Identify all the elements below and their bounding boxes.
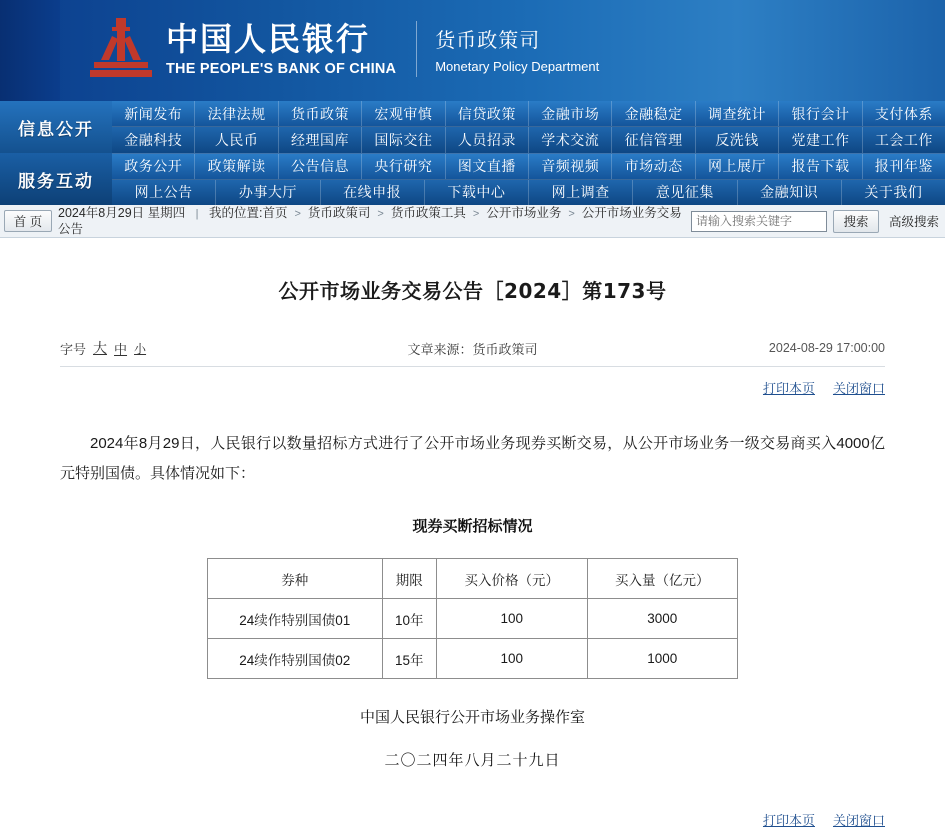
- table-header-bond-type: 券种: [208, 559, 383, 599]
- site-header-banner: [0, 0, 945, 101]
- article-tools-top: [60, 367, 885, 397]
- breadcrumb-bar: [0, 205, 945, 238]
- breadcrumb-divider: |: [195, 207, 199, 220]
- table-header-purchase-volume: 买入量（亿元）: [587, 559, 737, 599]
- table-row: [208, 599, 738, 639]
- close-window-link-bottom[interactable]: 关闭窗口: [832, 813, 885, 828]
- bank-name-en: THE PEOPLE'S BANK OF CHINA: [166, 60, 397, 77]
- article-meta: [60, 338, 885, 367]
- home-button[interactable]: 首 页: [4, 210, 52, 232]
- nav-row-4: [112, 179, 945, 205]
- page-title: 公开市场业务交易公告［2024］第173号: [278, 279, 667, 303]
- header-brand: [88, 14, 599, 84]
- nav-item-report-download[interactable]: 报告下载: [779, 154, 862, 179]
- table-header-term: 期限: [382, 559, 437, 599]
- breadcrumb-sep-3: >: [472, 207, 480, 220]
- advanced-search-link[interactable]: 高级搜索: [888, 215, 939, 229]
- nav-item-announcements[interactable]: 公告信息: [279, 154, 362, 179]
- nav-item-trade-union[interactable]: 工会工作: [874, 131, 933, 148]
- article-paragraph: 2024年8月29日，人民银行以数量招标方式进行了公开市场业务现券买断交易，从公开市场业务一级交易商买入4000亿元特别国债。具体情况如下：: [60, 435, 885, 482]
- breadcrumb-link-current[interactable]: 公开市场业务交易公告: [58, 205, 682, 236]
- font-size-small[interactable]: 小: [134, 341, 147, 356]
- nav-item-gov-affairs[interactable]: 政务公开: [112, 154, 195, 179]
- article-datetime: 2024-08-29 17:00:00: [768, 341, 885, 355]
- nav-item-online-survey[interactable]: 网上调查: [529, 180, 633, 205]
- nav-item-download-center[interactable]: 下载中心: [425, 180, 529, 205]
- nav-item-payment-system[interactable]: 支付体系: [874, 105, 933, 122]
- font-size-large[interactable]: 大: [93, 340, 108, 356]
- nav-item-opinion-collection[interactable]: 意见征集: [633, 180, 737, 205]
- cell-price: 100: [437, 639, 587, 679]
- bank-name-cn: 中国人民银行: [166, 20, 371, 59]
- department-name-cn: 货币政策司: [435, 30, 541, 52]
- department-name-en: Monetary Policy Department: [435, 59, 600, 74]
- nav-category-service-interaction[interactable]: 服务互动: [0, 153, 112, 205]
- cell-bond-type: 24续作特别国债01: [208, 599, 383, 639]
- cell-price: 100: [437, 599, 587, 639]
- article-tools-bottom: [60, 770, 885, 835]
- breadcrumb-link-home[interactable]: 首页: [262, 205, 288, 220]
- nav-item-audio-video[interactable]: 音频视频: [529, 154, 612, 179]
- nav-item-credit-policy[interactable]: 信贷政策: [446, 101, 529, 126]
- cell-volume: 1000: [587, 639, 737, 679]
- nav-item-international[interactable]: 国际交往: [362, 127, 445, 152]
- header-divider: [416, 21, 417, 77]
- breadcrumb-sep-1: >: [294, 207, 301, 220]
- pboc-emblem-icon: [88, 14, 154, 84]
- nav-category-info-disclosure[interactable]: 信息公开: [0, 101, 112, 153]
- table-caption: 现券买断招标情况: [412, 518, 533, 535]
- nav-row-3: [112, 153, 945, 179]
- breadcrumb-sep-4: >: [568, 207, 575, 220]
- nav-item-financial-knowledge[interactable]: 金融知识: [738, 180, 842, 205]
- nav-item-survey-statistics[interactable]: 调查统计: [696, 101, 779, 126]
- search-input[interactable]: [691, 211, 827, 232]
- main-navigation: [0, 101, 945, 205]
- bank-name-block: [166, 21, 396, 77]
- breadcrumb-sep-2: >: [377, 207, 384, 220]
- search-area: [691, 210, 939, 233]
- breadcrumb-link-mpd[interactable]: 货币政策司: [307, 205, 371, 220]
- nav-item-anti-money-laundering[interactable]: 反洗钱: [696, 127, 779, 152]
- breadcrumb: [58, 206, 691, 237]
- font-size-medium[interactable]: 中: [114, 341, 128, 357]
- cell-term: 10年: [382, 599, 437, 639]
- nav-item-central-bank-research[interactable]: 央行研究: [362, 154, 445, 179]
- nav-item-recruitment[interactable]: 人员招录: [446, 127, 529, 152]
- nav-item-monetary-policy[interactable]: 货币政策: [279, 101, 362, 126]
- print-page-link-top[interactable]: 打印本页: [762, 381, 815, 396]
- department-block: [435, 24, 599, 74]
- nav-item-financial-market[interactable]: 金融市场: [529, 101, 612, 126]
- nav-category-column: [0, 101, 112, 205]
- nav-item-news[interactable]: 新闻发布: [112, 101, 195, 126]
- nav-row-2: [112, 126, 945, 152]
- table-header-row: [208, 559, 738, 599]
- font-size-label: 字号: [60, 341, 87, 357]
- nav-item-online-declaration[interactable]: 在线申报: [321, 180, 425, 205]
- nav-item-live-stream[interactable]: 图文直播: [446, 154, 529, 179]
- nav-item-financial-stability[interactable]: 金融稳定: [612, 101, 695, 126]
- breadcrumb-location-label: 我的位置:: [208, 205, 263, 220]
- nav-item-yearbook[interactable]: 报刊年鉴: [874, 158, 933, 175]
- nav-item-bank-accounting[interactable]: 银行会计: [779, 101, 862, 126]
- article-signature: 中国人民银行公开市场业务操作室: [359, 709, 585, 726]
- nav-item-online-notice[interactable]: 网上公告: [112, 180, 216, 205]
- nav-item-policy-interpretation[interactable]: 政策解读: [195, 154, 278, 179]
- nav-item-rmb[interactable]: 人民币: [195, 127, 278, 152]
- breadcrumb-link-tools[interactable]: 货币政策工具: [390, 205, 466, 220]
- nav-item-credit-reference[interactable]: 征信管理: [612, 127, 695, 152]
- cell-term: 15年: [382, 639, 437, 679]
- nav-item-service-hall[interactable]: 办事大厅: [216, 180, 320, 205]
- print-page-link-bottom[interactable]: 打印本页: [762, 813, 815, 828]
- table-row: [208, 639, 738, 679]
- cell-bond-type: 24续作特别国债02: [208, 639, 383, 679]
- nav-item-party-building[interactable]: 党建工作: [779, 127, 862, 152]
- nav-item-fintech[interactable]: 金融科技: [112, 127, 195, 152]
- nav-item-academic[interactable]: 学术交流: [529, 127, 612, 152]
- search-button[interactable]: 搜索: [833, 210, 879, 233]
- table-header-purchase-price: 买入价格（元）: [437, 559, 587, 599]
- bond-auction-table: [207, 558, 738, 679]
- cell-volume: 3000: [587, 599, 737, 639]
- nav-item-market-news[interactable]: 市场动态: [612, 154, 695, 179]
- article-source: 文章来源：货币政策司: [407, 341, 538, 357]
- font-size-controls: [60, 338, 146, 358]
- breadcrumb-link-omo[interactable]: 公开市场业务: [486, 205, 562, 220]
- nav-item-macro-prudential[interactable]: 宏观审慎: [362, 101, 445, 126]
- article-sign-date: 二〇二四年八月二十九日: [384, 752, 561, 769]
- close-window-link-top[interactable]: 关闭窗口: [832, 381, 885, 396]
- nav-item-online-exhibition[interactable]: 网上展厅: [696, 154, 779, 179]
- nav-links-grid: [112, 101, 945, 205]
- nav-item-about-us[interactable]: 关于我们: [864, 184, 923, 201]
- nav-item-laws[interactable]: 法律法规: [195, 101, 278, 126]
- breadcrumb-date: 2024年8月29日 星期四: [58, 205, 186, 220]
- nav-item-treasury[interactable]: 经理国库: [279, 127, 362, 152]
- article-content: [0, 238, 945, 835]
- nav-row-1: [112, 101, 945, 126]
